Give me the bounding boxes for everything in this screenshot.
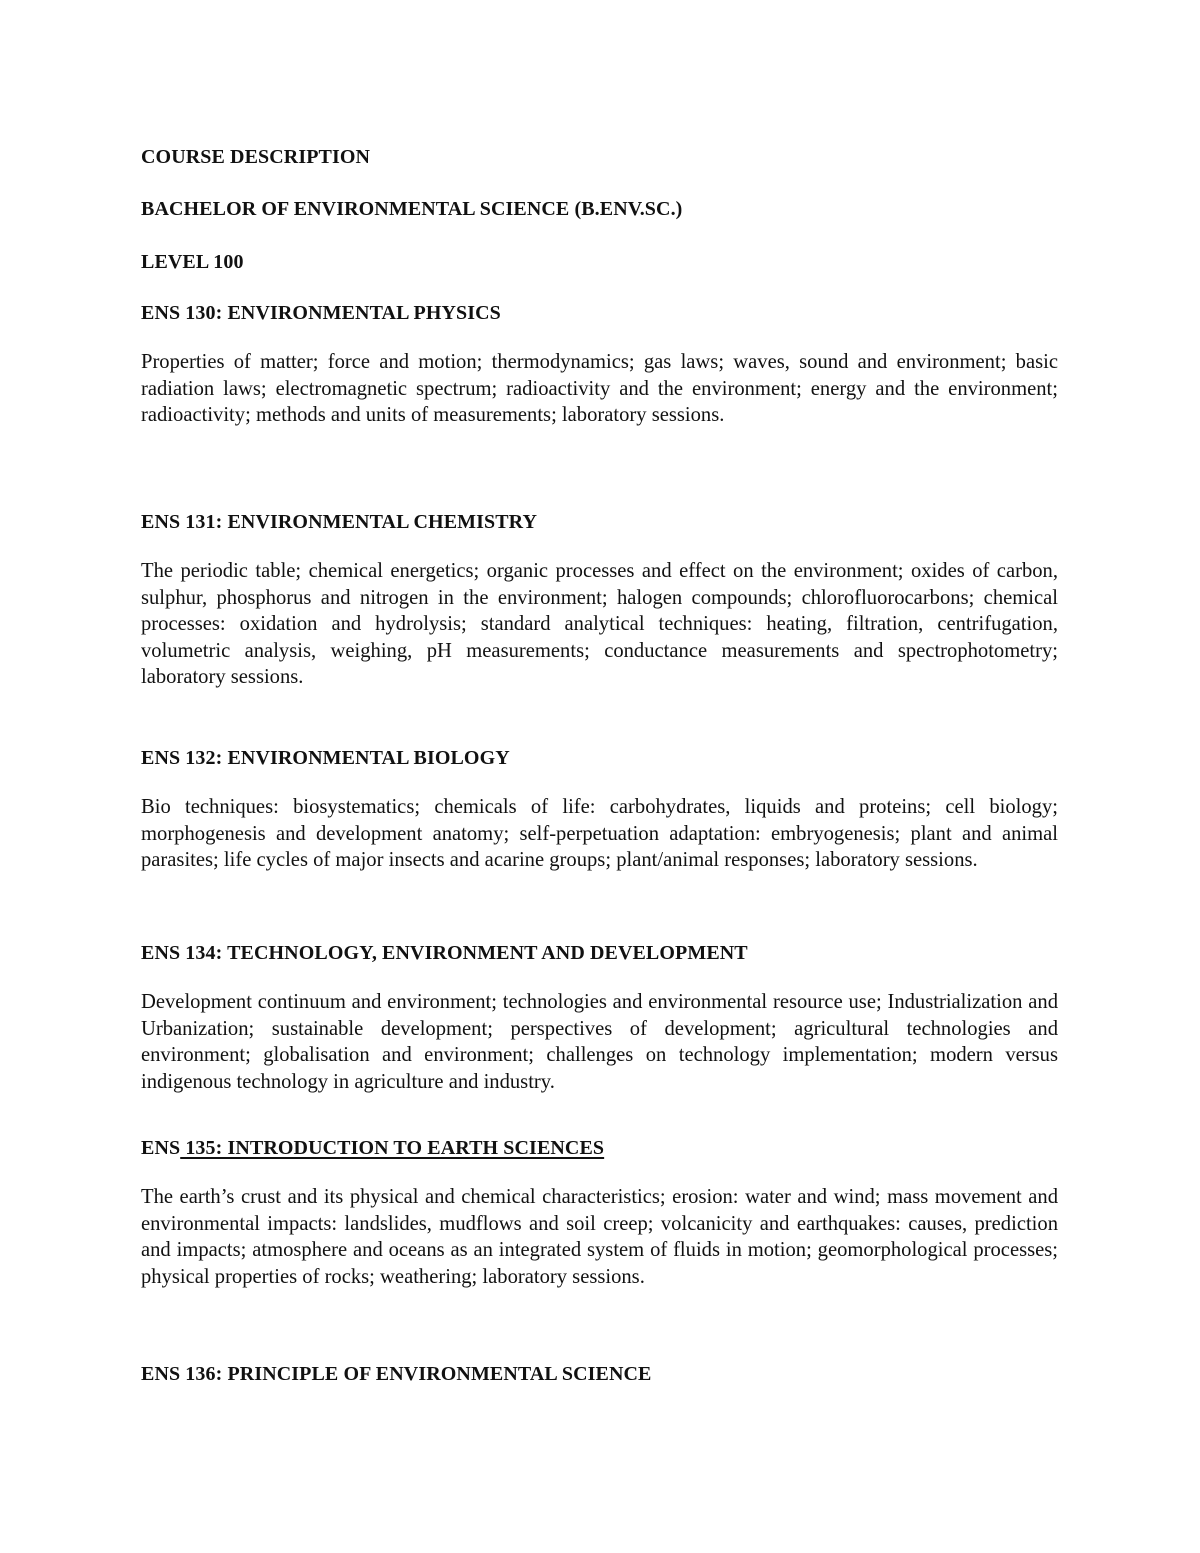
program-title: BACHELOR OF ENVIRONMENTAL SCIENCE (B.ENV.SC.) [141,198,683,220]
course-description-ens135: The earth’s crust and its physical and chemical characteristics; erosion: water and wind; mass movement and environmental impacts: landslides, mudflows and soil creep; volcanicity and earthquakes: causes, prediction and impacts; atmosphere and oceans as an integrated system of fluids in motion; geomorphological processes; physical properties of rocks; weathering; laboratory sessions. [141,1186,1058,1288]
course-description-ens130: Properties of matter; force and motion; thermodynamics; gas laws; waves, sound and environment; basic radiation laws; electromagnetic spectrum; radioactivity and the environment; energy and the environment; radioactivity; methods and units of measurements; laboratory sessions. [141,351,1058,426]
course-description-ens131: The periodic table; chemical energetics; organic processes and effect on the environment; oxides of carbon, sulphur, phosphorus and nitrogen in the environment; halogen compounds; chlorofluorocarbons; chemical processes: oxidation and hydrolysis; standard analytical techniques: heating, filtration, centrifugation, volumetric analysis, weighing, pH measurements; conductance measurements and spectrophotometry; laboratory sessions. [141,560,1058,688]
course-heading-ens134: ENS 134: TECHNOLOGY, ENVIRONMENT AND DEVELOPMENT [141,942,748,964]
course-heading-ens131: ENS 131: ENVIRONMENTAL CHEMISTRY [141,511,538,533]
document-title: COURSE DESCRIPTION [141,146,371,168]
course-heading-ens132: ENS 132: ENVIRONMENTAL BIOLOGY [141,747,510,769]
level-heading: LEVEL 100 [141,251,244,273]
course-description-ens134: Development continuum and environment; technologies and environmental resource use; Industrialization and Urbanization; sustainable development; perspectives of development; agricultural technologies and environment; globalisation and environment; challenges on technology implementation; modern versus indigenous technology in agriculture and industry. [141,991,1058,1093]
course-heading-ens130: ENS 130: ENVIRONMENTAL PHYSICS [141,302,501,324]
course-heading-ens135 [141,1137,604,1159]
course-description-ens132: Bio techniques: biosystematics; chemicals of life: carbohydrates, liquids and proteins; cell biology; morphogenesis and development anatomy; self-perpetuation adaptation: embryogenesis; plant and animal parasites; life cycles of major insects and acarine groups; plant/animal responses; laboratory sessions. [141,796,1058,871]
course-heading-ens136: ENS 136: PRINCIPLE OF ENVIRONMENTAL SCIENCE [141,1363,652,1385]
course-heading-ens135-prefix: ENS [141,1137,181,1159]
course-heading-ens135-underlined: 135: INTRODUCTION TO EARTH SCIENCES [180,1137,605,1159]
